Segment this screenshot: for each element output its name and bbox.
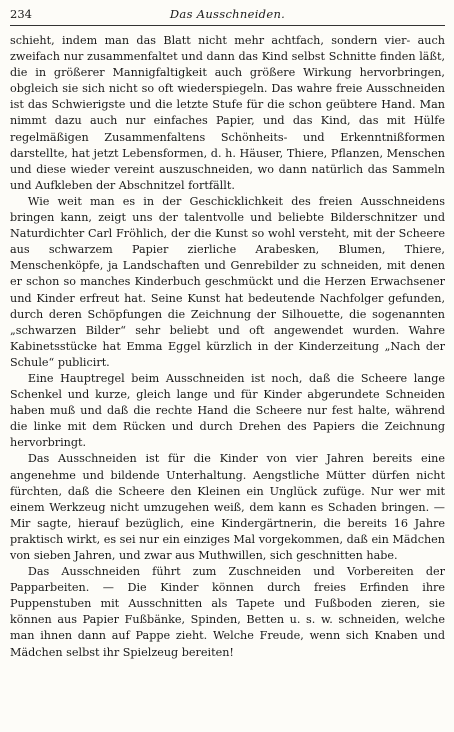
paragraph-5: Das Ausschneiden führt zum Zuschneiden und Vorbereiten der Papparbeiten. — Die Kinder können durch freies Erfinden ihre Puppenstuben mit Ausschnitten als Tapete und Fußboden zieren, sie können aus Papier Fußbänke, Spinden, Betten u. s. w. schneiden, welche man ihnen dann auf Pappe zieht. Welche Freude, wenn sich Knaben und Mädchen selbst ihr Spielzeug bereiten!: [10, 565, 445, 659]
running-header: [10, 3, 445, 26]
paragraph-1: schieht, indem man das Blatt nicht mehr achtfach, sondern vier- auch zweifach nur zusammenfaltet und dann das Kind selbst Schnitte finden läßt, die in größerer Mannigfaltigkeit auch größere Wirkung hervorbringen, obgleich sie sich nicht so oft wiederspiegeln. Das wahre freie Ausschneiden ist das Schwierigste und die letzte Stufe für die schon geübtere Hand. Man nimmt dazu auch nur einfaches Papier, und das Kind, das mit Hülfe regelmäßigen Zusammenfaltens Schönheits- und Erkenntnißformen darstellte, hat jetzt Lebensformen, d. h. Häuser, Thiere, Pflanzen, Menschen und diese wieder vereint auszuschneiden, wo dann natürlich das Sammeln und Aufkleben der Abschnitzel fortfällt.: [10, 34, 445, 192]
book-page: [0, 3, 454, 732]
paragraph-4: Das Ausschneiden ist für die Kinder von vier Jahren bereits eine angenehme und bildende Unterhaltung. Aengstliche Mütter dürfen nicht fürchten, daß die Scheere den Kleinen ein Unglück zufüge. Nur wer mit einem Werkzeug nicht umzugehen weiß, dem kann es Schaden bringen. — Mir sagte, hierauf bezüglich, eine Kindergärtnerin, die bereits 16 Jahre praktisch wirkt, es sei nur ein einziges Mal vorgekommen, daß ein Mädchen von sieben Jahren, und zwar aus Muthwillen, sich geschnitten habe.: [10, 452, 445, 562]
page-body: [10, 33, 445, 661]
paragraph-2: Wie weit man es in der Geschicklichkeit des freien Ausschneidens bringen kann, zeigt uns der talentvolle und beliebte Bilderschnitzer und Naturdichter Carl Fröhlich, der die Kunst so wohl versteht, mit der Scheere aus schwarzem Papier zierliche Arabesken, Blumen, Thiere, Menschenköpfe, ja Landschaften und Genrebilder zu schneiden, mit denen er schon so manches Kinderbuch geschmückt und die Herzen Erwachsener und Kinder erfreut hat. Seine Kunst hat bedeutende Nachfolger gefunden, durch deren Schöpfungen die Zeichnung der Silhouette, die sogenannten „schwarzen Bilder“ sehr beliebt und oft angewendet wurden. Wahre Kabinetsstücke hat Emma Eggel kürzlich in der Kinderzeitung „Nach der Schule“ publicirt.: [10, 194, 445, 369]
page-number: 234: [10, 7, 32, 21]
paragraph-3: Eine Hauptregel beim Ausschneiden ist noch, daß die Scheere lange Schenkel und kurze, gleich lange und für Kinder abgerundete Schneiden haben muß und daß die rechte Hand die Scheere nur fest halte, während die linke mit dem Rücken und durch Drehen des Papiers die Zeichnung hervorbringt.: [10, 371, 445, 450]
running-title: Das Ausschneiden.: [169, 7, 286, 21]
